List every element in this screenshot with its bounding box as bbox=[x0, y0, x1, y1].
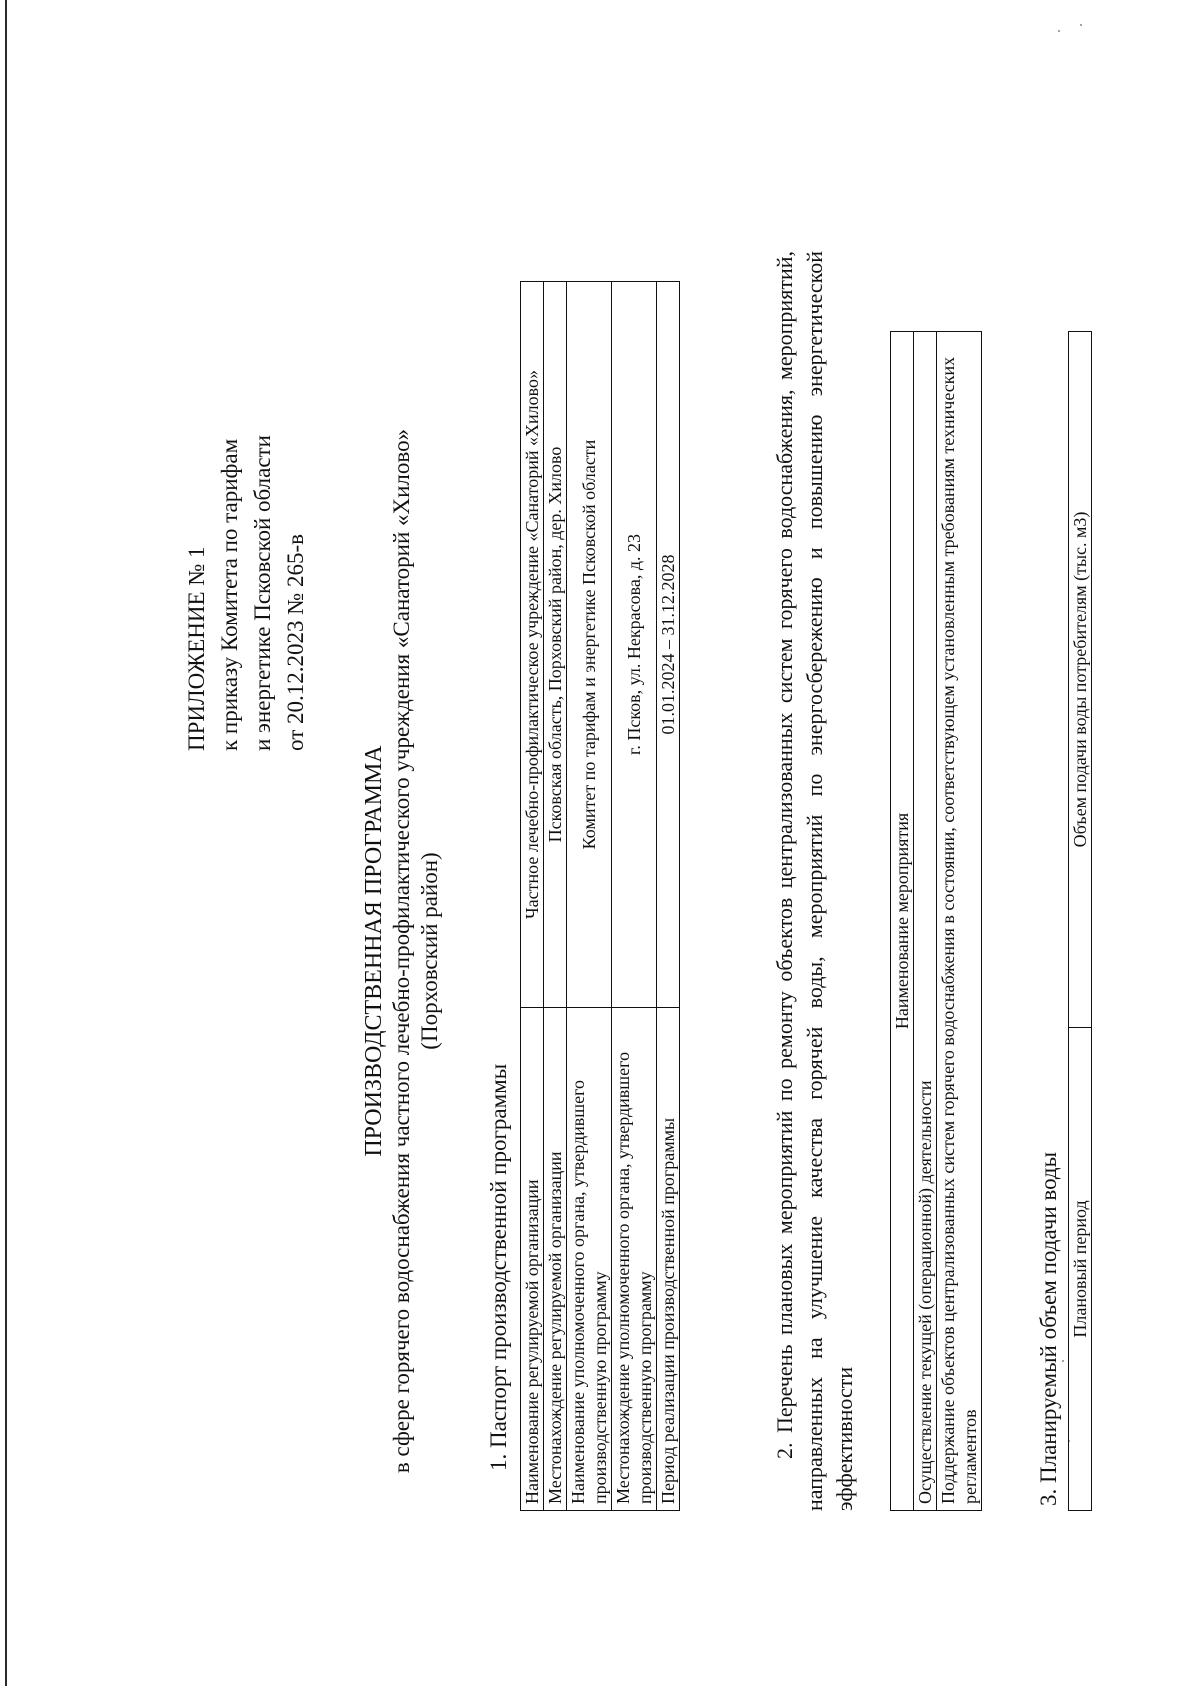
title-subtitle: в сфере горячего водоснабжения частного лечебно-профилактического учреждения «Санаторий «Хилово» bbox=[389, 428, 414, 1474]
section-3-heading: 3. Планируемый объем подачи воды bbox=[1036, 1151, 1061, 1506]
appendix-block bbox=[180, 371, 312, 751]
table-row bbox=[657, 282, 680, 1511]
table-header-row bbox=[1069, 332, 1092, 1511]
document-title bbox=[360, 376, 444, 1526]
table-row bbox=[612, 282, 657, 1511]
passport-label: Наименование уполномоченного органа, утвердившего производственную программу bbox=[567, 1008, 612, 1511]
passport-value: Комитет по тарифам и энергетике Псковской области bbox=[567, 282, 612, 1008]
section-2-text: 2. Перечень плановых мероприятий по ремонту объектов централизованных систем горячего водоснабжения, мероприятий, направленных на улучшение качества горячей воды, мероприятий по энергосбережению и повышению энергетической эффективности bbox=[772, 251, 857, 1511]
passport-value: 01.01.2024 – 31.12.2028 bbox=[657, 282, 680, 1008]
table-row bbox=[914, 332, 937, 1511]
passport-table bbox=[520, 281, 680, 1511]
appendix-line-2: к приказу Комитета по тарифам bbox=[217, 438, 242, 751]
section-2-heading bbox=[770, 251, 860, 1511]
measures-table bbox=[890, 331, 982, 1511]
table-row bbox=[521, 282, 544, 1511]
volume-col-period: Плановый период bbox=[1069, 1028, 1092, 1511]
measure-item: Осуществление текущей (операционной) деятельности bbox=[914, 332, 937, 1511]
table-row bbox=[567, 282, 612, 1511]
measure-item: Поддержание объектов централизованных систем горячего водоснабжения в состоянии, соответствующем установленным требованиям технических регламентов bbox=[937, 332, 982, 1511]
appendix-line-4: от 20.12.2023 № 265-в bbox=[283, 534, 308, 751]
table-row bbox=[544, 282, 567, 1511]
title-district: (Порховский район) bbox=[417, 852, 442, 1050]
title-main: ПРОИЗВОДСТВЕННАЯ ПРОГРАММА bbox=[361, 745, 387, 1157]
passport-value: Псковская область, Порховский район, дер. Хилово bbox=[544, 282, 567, 1008]
passport-value: Частное лечебно-профилактическое учреждение «Санаторий «Хилово» bbox=[521, 282, 544, 1008]
appendix-line-1: ПРИЛОЖЕНИЕ № 1 bbox=[184, 546, 209, 751]
measures-header: Наименование мероприятия bbox=[891, 332, 914, 1511]
passport-label: Период реализации производственной программы bbox=[657, 1008, 680, 1511]
table-row bbox=[937, 332, 982, 1511]
appendix-line-3: и энергетике Псковской области bbox=[250, 435, 275, 751]
passport-value: г. Псков, ул. Некрасова, д. 23 bbox=[612, 282, 657, 1008]
passport-label: Местонахождение регулируемой организации bbox=[544, 1008, 567, 1511]
passport-label: Местонахождение уполномоченного органа, утвердившего производственную программу bbox=[612, 1008, 657, 1511]
volume-table bbox=[1068, 331, 1092, 1511]
passport-label: Наименование регулируемой организации bbox=[521, 1008, 544, 1511]
volume-col-amount: Объем подачи воды потребителям (тыс. м3) bbox=[1069, 332, 1092, 1028]
table-header-row bbox=[891, 332, 914, 1511]
section-1-heading: 1. Паспорт производственной программы bbox=[486, 1063, 511, 1471]
